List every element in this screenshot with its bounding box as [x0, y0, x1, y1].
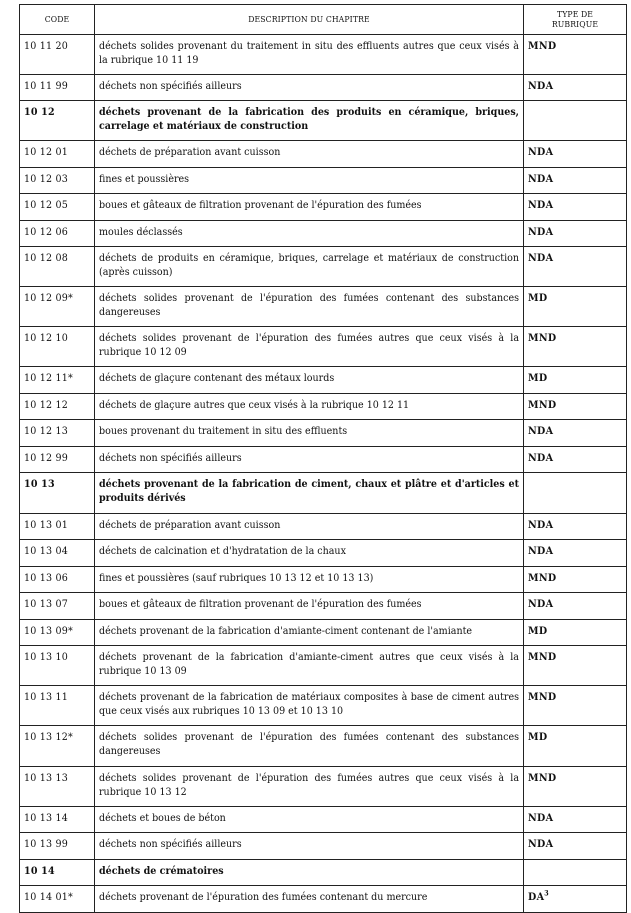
type-value: NDA: [528, 252, 554, 264]
cell-description: boues provenant du traitement in situ des effluents: [95, 420, 524, 447]
type-value: MND: [528, 772, 557, 784]
cell-type: [524, 473, 627, 514]
table-row: [20, 168, 627, 194]
cell-type: [524, 540, 627, 567]
cell-description: déchets solides provenant de l'épuration des fumées contenant des substances dangereuses: [95, 287, 524, 327]
cell-description: déchets solides provenant de l'épuration des fumées autres que ceux visés à la rubrique 10 12 09: [95, 327, 524, 367]
cell-description: déchets provenant de la fabrication des produits en céramique, briques, carrelage et matériaux de construction: [95, 101, 524, 141]
header-code: CODE: [20, 5, 95, 35]
cell-type: [524, 420, 627, 447]
table-row: [20, 833, 627, 860]
cell-type: [524, 101, 627, 141]
type-value: NDA: [528, 80, 554, 92]
table-row: [20, 593, 627, 620]
cell-code: 10 12: [20, 101, 95, 141]
type-value: MD: [528, 372, 548, 384]
type-value: MD: [528, 731, 548, 743]
cell-type: [524, 141, 627, 168]
type-value: NDA: [528, 226, 554, 238]
table-row: [20, 394, 627, 420]
type-value: MD: [528, 292, 548, 304]
table-row: [20, 141, 627, 168]
table-row: [20, 75, 627, 101]
type-value: NDA: [528, 838, 554, 850]
cell-type: [524, 860, 627, 886]
cell-code: 10 12 06: [20, 221, 95, 247]
type-value: NDA: [528, 812, 554, 824]
cell-description: déchets de crématoires: [95, 860, 524, 886]
cell-code: 10 12 99: [20, 447, 95, 473]
cell-description: déchets de glaçure contenant des métaux lourds: [95, 367, 524, 394]
type-value: MD: [528, 625, 548, 637]
type-value: MND: [528, 332, 557, 344]
type-value: DA: [528, 891, 545, 903]
cell-type: [524, 567, 627, 593]
cell-code: 10 11 99: [20, 75, 95, 101]
table-row: [20, 726, 627, 767]
cell-description: déchets provenant de la fabrication de ciment, chaux et plâtre et d'articles et produits dérivés: [95, 473, 524, 514]
cell-description: déchets solides provenant de l'épuration des fumées contenant des substances dangereuses: [95, 726, 524, 767]
header-type-line2: RUBRIQUE: [551, 19, 599, 30]
cell-code: 10 13 13: [20, 767, 95, 807]
cell-code: 10 12 13: [20, 420, 95, 447]
cell-description: déchets solides provenant de l'épuration des fumées autres que ceux visés à la rubrique 10 13 12: [95, 767, 524, 807]
chapter-row: [20, 101, 627, 141]
table-row: [20, 807, 627, 833]
cell-type: [524, 514, 627, 540]
cell-type: [524, 447, 627, 473]
cell-type: [524, 194, 627, 221]
cell-code: 10 11 20: [20, 35, 95, 75]
table-row: [20, 767, 627, 807]
type-value: MND: [528, 399, 557, 411]
cell-type: [524, 221, 627, 247]
table-row: [20, 646, 627, 686]
cell-type: [524, 686, 627, 726]
cell-description: déchets non spécifiés ailleurs: [95, 833, 524, 860]
cell-description: déchets non spécifiés ailleurs: [95, 447, 524, 473]
table-row: [20, 287, 627, 327]
cell-type: [524, 287, 627, 327]
cell-description: déchets de calcination et d'hydratation de la chaux: [95, 540, 524, 567]
cell-code: 10 12 11*: [20, 367, 95, 394]
cell-type: [524, 327, 627, 367]
cell-description: déchets de glaçure autres que ceux visés à la rubrique 10 12 11: [95, 394, 524, 420]
cell-code: 10 12 12: [20, 394, 95, 420]
cell-code: 10 12 01: [20, 141, 95, 168]
type-footnote-marker: 3: [544, 888, 549, 898]
table-header-row: [20, 5, 627, 35]
cell-type: [524, 726, 627, 767]
cell-code: 10 14 01*: [20, 886, 95, 913]
cell-code: 10 14: [20, 860, 95, 886]
table-row: [20, 221, 627, 247]
cell-code: 10 13 10: [20, 646, 95, 686]
cell-type: [524, 35, 627, 75]
cell-description: boues et gâteaux de filtration provenant de l'épuration des fumées: [95, 593, 524, 620]
table-row: [20, 35, 627, 75]
type-value: NDA: [528, 173, 554, 185]
cell-description: déchets de préparation avant cuisson: [95, 141, 524, 168]
type-value: MND: [528, 40, 557, 52]
cell-description: fines et poussières: [95, 168, 524, 194]
chapter-row: [20, 473, 627, 514]
table-row: [20, 367, 627, 394]
cell-description: moules déclassés: [95, 221, 524, 247]
type-value: NDA: [528, 545, 554, 557]
table-row: [20, 567, 627, 593]
cell-type: [524, 807, 627, 833]
type-value: MND: [528, 651, 557, 663]
cell-code: 10 13 04: [20, 540, 95, 567]
table-row: [20, 620, 627, 646]
type-value: MND: [528, 691, 557, 703]
cell-type: [524, 646, 627, 686]
table-row: [20, 686, 627, 726]
cell-code: 10 13 07: [20, 593, 95, 620]
cell-code: 10 13 14: [20, 807, 95, 833]
cell-description: déchets solides provenant du traitement in situ des effluents autres que ceux visés à la rubrique 10 11 19: [95, 35, 524, 75]
type-value: NDA: [528, 425, 554, 437]
table-row: [20, 420, 627, 447]
cell-description: déchets provenant de l'épuration des fumées contenant du mercure: [95, 886, 524, 913]
cell-description: déchets de préparation avant cuisson: [95, 514, 524, 540]
cell-code: 10 13: [20, 473, 95, 514]
cell-description: déchets provenant de la fabrication de matériaux composites à base de ciment autres que ceux visés aux rubriques 10 13 09 et 10 13 10: [95, 686, 524, 726]
type-value: NDA: [528, 598, 554, 610]
table-row: [20, 540, 627, 567]
table-row: [20, 327, 627, 367]
cell-description: boues et gâteaux de filtration provenant de l'épuration des fumées: [95, 194, 524, 221]
header-type: [524, 5, 627, 35]
cell-code: 10 13 01: [20, 514, 95, 540]
cell-code: 10 13 06: [20, 567, 95, 593]
cell-type: [524, 767, 627, 807]
cell-code: 10 13 12*: [20, 726, 95, 767]
header-description: DESCRIPTION DU CHAPITRE: [95, 5, 524, 35]
table-row: [20, 247, 627, 287]
cell-description: déchets provenant de la fabrication d'amiante-ciment autres que ceux visés à la rubrique 10 13 09: [95, 646, 524, 686]
cell-code: 10 12 10: [20, 327, 95, 367]
cell-code: 10 12 05: [20, 194, 95, 221]
cell-description: déchets non spécifiés ailleurs: [95, 75, 524, 101]
waste-code-table: [19, 4, 627, 913]
table-body: [20, 35, 627, 913]
cell-type: [524, 620, 627, 646]
cell-type: [524, 886, 627, 913]
type-value: NDA: [528, 519, 554, 531]
type-value: MND: [528, 572, 557, 584]
table-row: [20, 886, 627, 913]
cell-code: 10 13 11: [20, 686, 95, 726]
cell-type: [524, 75, 627, 101]
table-row: [20, 514, 627, 540]
cell-code: 10 12 03: [20, 168, 95, 194]
cell-type: [524, 394, 627, 420]
cell-type: [524, 367, 627, 394]
cell-description: déchets de produits en céramique, briques, carrelage et matériaux de construction (après cuisson): [95, 247, 524, 287]
cell-type: [524, 593, 627, 620]
cell-type: [524, 168, 627, 194]
cell-code: 10 12 09*: [20, 287, 95, 327]
type-value: NDA: [528, 146, 554, 158]
cell-code: 10 12 08: [20, 247, 95, 287]
cell-description: déchets et boues de béton: [95, 807, 524, 833]
cell-description: fines et poussières (sauf rubriques 10 13 12 et 10 13 13): [95, 567, 524, 593]
table-row: [20, 447, 627, 473]
cell-code: 10 13 09*: [20, 620, 95, 646]
chapter-row: [20, 860, 627, 886]
table-row: [20, 194, 627, 221]
cell-code: 10 13 99: [20, 833, 95, 860]
cell-description: déchets provenant de la fabrication d'amiante-ciment contenant de l'amiante: [95, 620, 524, 646]
cell-type: [524, 833, 627, 860]
type-value: NDA: [528, 452, 554, 464]
type-value: NDA: [528, 199, 554, 211]
cell-type: [524, 247, 627, 287]
header-type-line1: TYPE DE: [556, 9, 594, 20]
